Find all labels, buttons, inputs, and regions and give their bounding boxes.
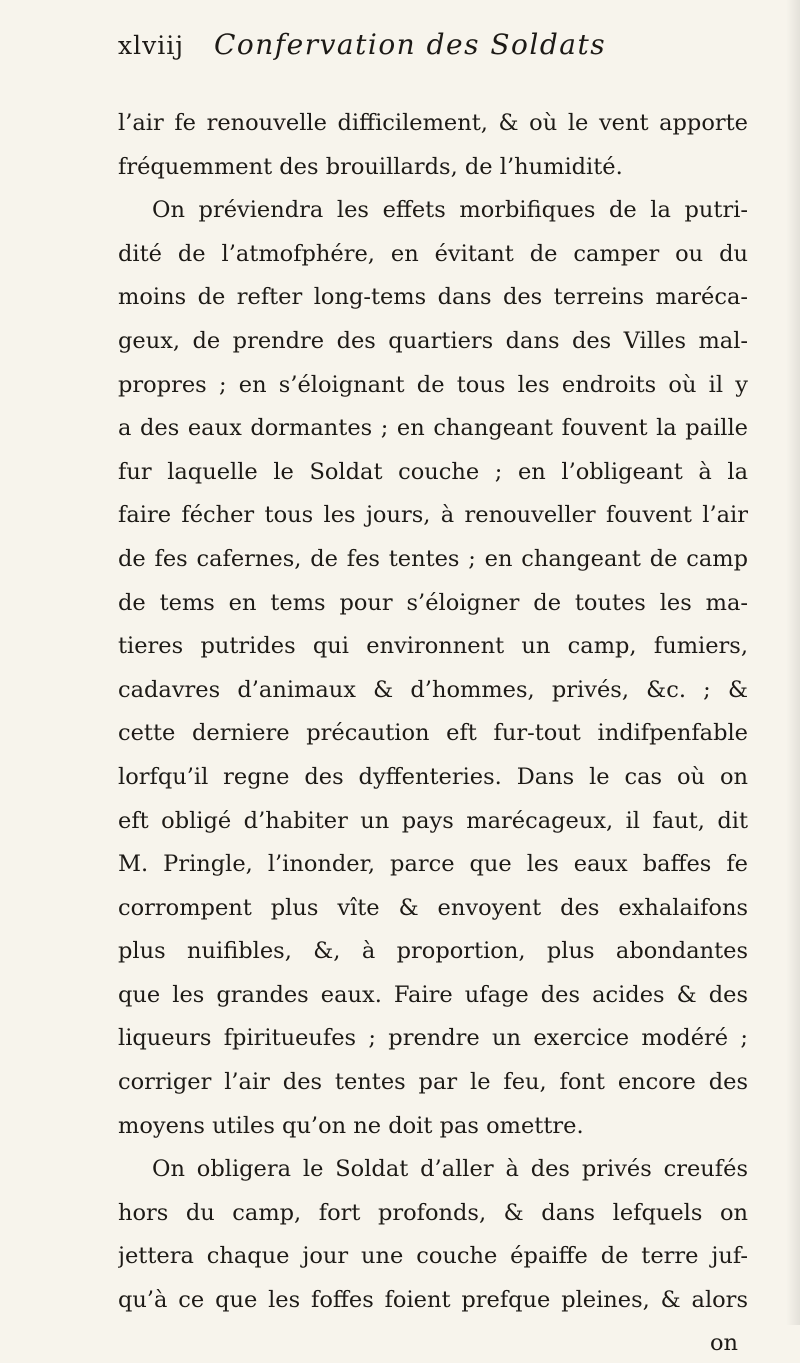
- text-line: propres ; en s’éloignant de tous les endroits où il y: [118, 371, 748, 398]
- text-line: On obligera le Soldat d’aller à des privés creufés: [152, 1156, 748, 1183]
- text-line: geux, de prendre des quartiers dans des Villes mal-: [118, 327, 748, 354]
- text-line: tieres putrides qui environnent un camp, fumiers,: [118, 633, 748, 660]
- text-line: que les grandes eaux. Faire ufage des acides & des: [118, 981, 748, 1008]
- page-header: [118, 28, 748, 100]
- body-text: [118, 102, 748, 1323]
- text-line: M. Pringle, l’inonder, parce que les eaux baffes fe: [118, 851, 748, 878]
- text-line: fur laquelle le Soldat couche ; en l’obligeant à la: [118, 458, 748, 485]
- text-line: de fes cafernes, de fes tentes ; en changeant de camp: [118, 545, 748, 572]
- text-line: de tems en tems pour s’éloigner de toutes les ma-: [118, 589, 748, 616]
- text-line: eft obligé d’habiter un pays marécageux, il faut, dit: [118, 807, 748, 834]
- text-line: l’air fe renouvelle difficilement, & où le vent apporte: [118, 110, 748, 136]
- text-line: corrompent plus vîte & envoyent des exhalaifons: [118, 894, 748, 921]
- text-line: qu’à ce que les foffes foient prefque pleines, & alors: [118, 1287, 748, 1314]
- text-line: lorfqu’il regne des dyffenteries. Dans le cas où on: [118, 763, 748, 790]
- text-line: dité de l’atmofphére, en évitant de camper ou du: [118, 240, 748, 267]
- text-line: corriger l’air des tentes par le feu, font encore des: [118, 1069, 748, 1096]
- text-line: a des eaux dormantes ; en changeant fouvent la paille: [118, 415, 748, 442]
- text-line: plus nuifibles, &, à proportion, plus abondantes: [118, 938, 748, 965]
- text-line: moyens utiles qu’on ne doit pas omettre.: [118, 1112, 584, 1139]
- page-edge-shadow: [786, 0, 800, 1325]
- text-line: liqueurs fpiritueufes ; prendre un exercice modéré ;: [118, 1025, 748, 1052]
- text-line: cadavres d’animaux & d’hommes, privés, &c. ; &: [118, 676, 748, 703]
- text-line: moins de refter long-tems dans des terreins maréca-: [118, 284, 748, 311]
- catchword: on: [709, 1329, 738, 1356]
- text-line: fréquemment des brouillards, de l’humidité.: [118, 153, 623, 180]
- running-title: Confervation des Soldats: [213, 28, 607, 61]
- folio-number: xlviij: [118, 31, 184, 60]
- text-line: jettera chaque jour une couche épaiffe de terre juf-: [118, 1243, 748, 1270]
- text-line: cette derniere précaution eft fur-tout indifpenfable: [118, 720, 748, 747]
- text-line: hors du camp, fort profonds, & dans lefquels on: [118, 1199, 748, 1226]
- text-line: faire fécher tous les jours, à renouveller fouvent l’air: [118, 502, 748, 529]
- text-line: On préviendra les effets morbifiques de la putri-: [152, 197, 748, 224]
